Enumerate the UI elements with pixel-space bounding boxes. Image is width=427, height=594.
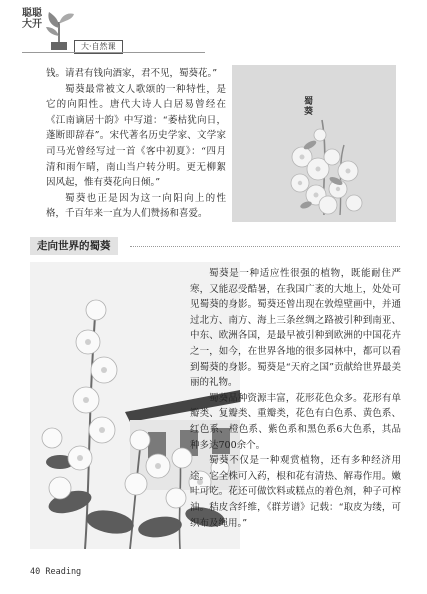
paragraph: 蜀葵品种资源丰富，花形花色众多。花形有单瓣类、复瓣类、重瓣类，花色有白色系、黄色系、红色系、橙色系、紫色系和黑色系6大色系，其品种多达700余个。	[190, 392, 401, 451]
bottom-text-column	[190, 266, 401, 531]
section-heading	[30, 237, 400, 255]
plant-logo-icon	[42, 8, 76, 50]
logo-text: 聪聪大开	[22, 8, 42, 30]
page-footer: 40 Reading	[30, 567, 82, 577]
paragraph: 蜀葵最常被文人歌颂的一种特性，是它的向阳性。唐代大诗人白居易曾经在《江南谪居十韵》中写道：“萎枯犹向日，蓬断即辞春”。宋代著名历史学家、文学家司马光曾经写过一首《客中初夏》：“四月清和雨乍晴，南山当户转分明。更无柳絮因风起，惟有葵花向日倾。”	[46, 83, 226, 189]
header	[22, 8, 222, 52]
hollyhock-painting-image	[232, 65, 396, 222]
section-title: 走向世界的蜀葵	[30, 237, 118, 255]
hollyhock-painting-icon	[232, 65, 396, 222]
paragraph: 蜀葵不仅是一种观赏植物，还有多种经济用途。它全株可入药，根和花有清热、解毒作用。嫩叶可吃。花还可做饮料或糕点的着色剂，种子可榨油。秸皮含纤维，《群芳谱》记载：“取皮为缕，可织布及绳用。”	[190, 455, 401, 529]
paragraph: 蜀葵也正是因为这一向阳向上的性格，千百年来一直为人们赞扬和喜爱。	[46, 192, 226, 220]
top-text-column	[46, 66, 226, 222]
paragraph: 钱。请君有钱向酒家，君不见，蜀葵花。”	[46, 68, 218, 79]
section-divider	[130, 246, 400, 247]
series-label: 大·自然课	[74, 40, 123, 54]
header-divider	[22, 52, 205, 53]
paragraph: 蜀葵是一种适应性很强的植物，既能耐住严寒，又能忍受酷暑，在我国广袤的大地上，处处可见蜀葵的身影。蜀葵还曾出现在敦煌壁画中，并通过北方、南方、海上三条丝绸之路被引种到南亚、中东、欧洲各国，是最早被引种到欧洲的中国花卉之一，如今，在世界各地的很多园林中，都可以看到蜀葵的身影。蜀葵是“天府之国”贡献给世界最美丽的礼物。	[190, 268, 401, 389]
painting-title: 蜀葵	[304, 97, 314, 117]
